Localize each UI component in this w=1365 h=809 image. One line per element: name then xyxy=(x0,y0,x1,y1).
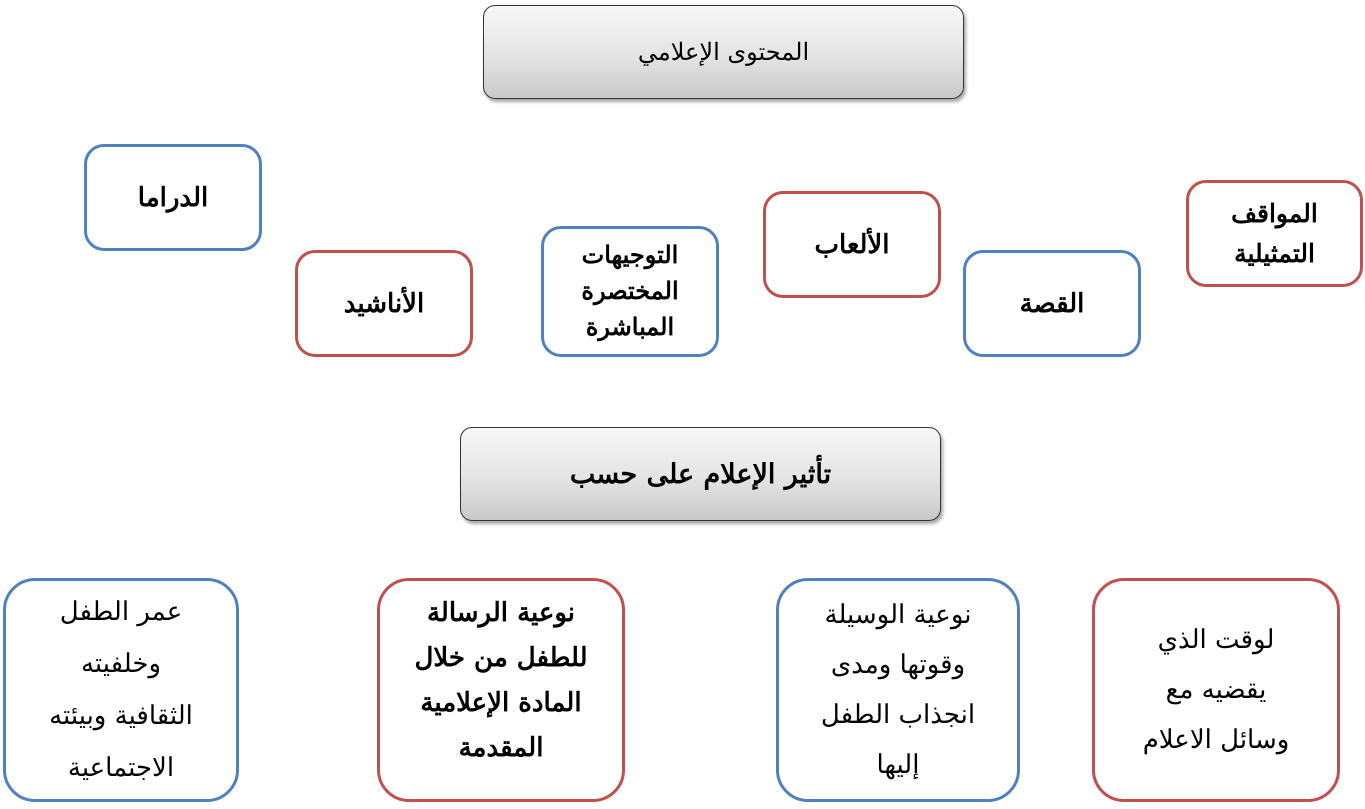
acting-situations-box xyxy=(1186,180,1363,287)
medium-type-label: نوعية الوسيلة وقوتها ومدى انجذاب الطفل إليها xyxy=(820,600,976,780)
acting-situations-label: المواقف التمثيلية xyxy=(1231,198,1318,268)
child-age-box xyxy=(3,578,239,802)
media-influence-title: تأثير الإعلام على حسب xyxy=(569,458,832,490)
story-label: القصة xyxy=(1019,288,1085,319)
media-content-title: المحتوى الإعلامي xyxy=(637,38,810,66)
media-influence-header xyxy=(460,427,941,521)
medium-type-box xyxy=(776,578,1020,802)
drama-box xyxy=(84,144,262,251)
media-content-header xyxy=(483,5,964,99)
songs-box xyxy=(295,250,473,357)
message-type-box xyxy=(377,578,625,802)
message-type-label: نوعية الرسالة للطفل من خلال المادة الإعلامية المقدمة xyxy=(414,598,588,763)
time-spent-box xyxy=(1092,578,1340,802)
drama-label: الدراما xyxy=(137,182,209,213)
story-box xyxy=(963,250,1141,357)
time-spent-label: لوقت الذي يقضيه مع وسائل الاعلام xyxy=(1142,625,1290,755)
direct-guidance-box xyxy=(541,226,719,357)
child-age-label: عمر الطفل وخلفيته الثقافية وبيئته الاجتماعية xyxy=(49,597,193,783)
direct-guidance-label: التوجيهات المختصرة المباشرة xyxy=(581,239,679,341)
games-box xyxy=(763,191,941,298)
songs-label: الأناشيد xyxy=(343,288,425,319)
games-label: الألعاب xyxy=(814,229,890,260)
